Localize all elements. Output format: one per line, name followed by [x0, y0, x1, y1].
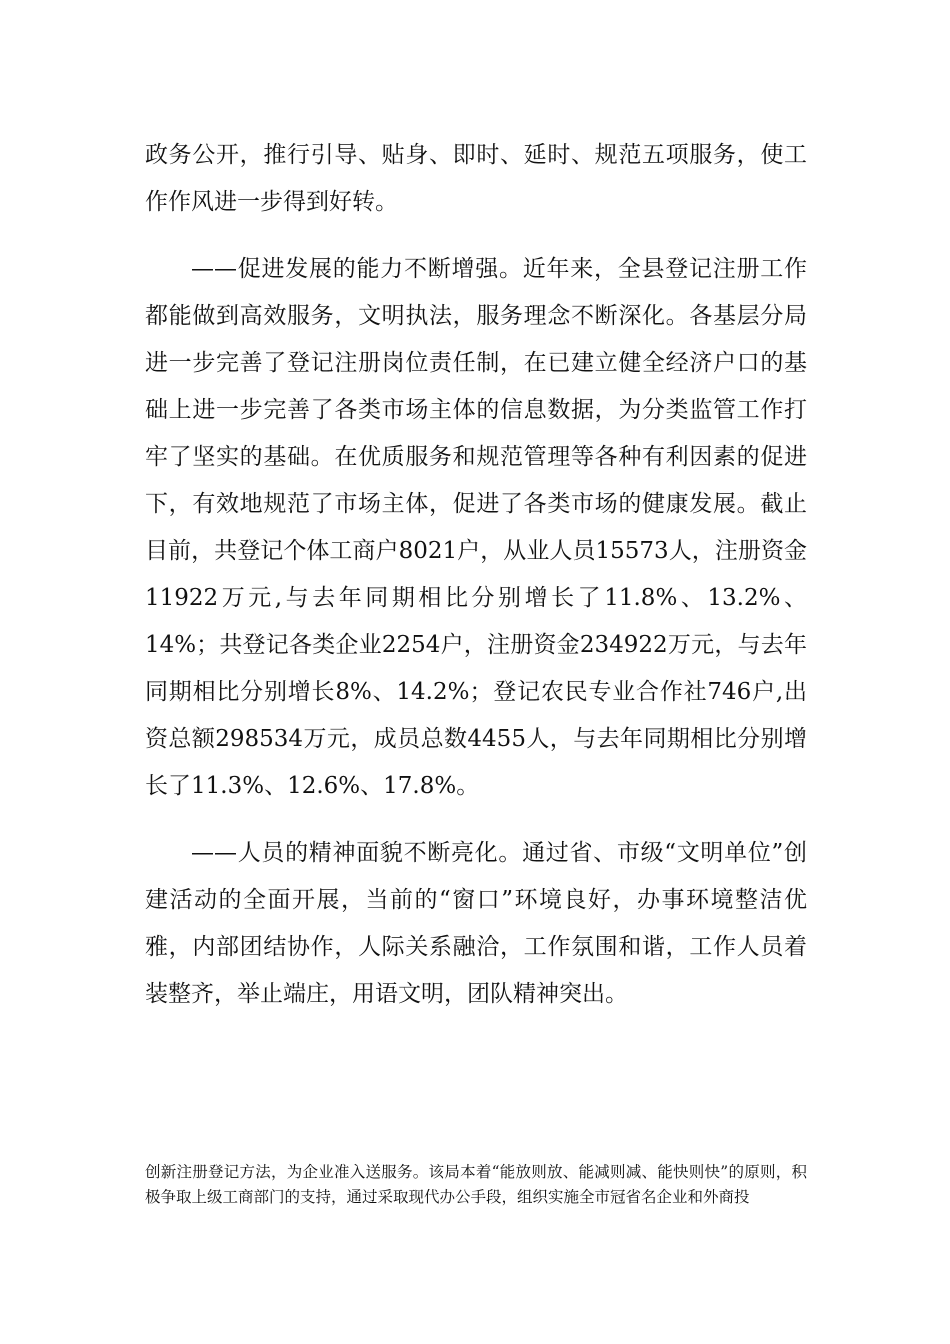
paragraph-3: ——人员的精神面貌不断亮化。通过省、市级“文明单位”创建活动的全面开展，当前的“窗口”环境良好，办事环境整洁优雅，内部团结协作，人际关系融洽，工作氛围和谐，工作人员着装整齐，举止端庄，用语文明，团队精神突出。	[145, 840, 807, 1007]
paragraph-2: ——促进发展的能力不断增强。近年来，全县登记注册工作都能做到高效服务，文明执法，服务理念不断深化。各基层分局进一步完善了登记注册岗位责任制，在已建立健全经济户口的基础上进一步完善了各类市场主体的信息数据，为分类监管工作打牢了坚实的基础。在优质服务和规范管理等各种有利因素的促进下，有效地规范了市场主体，促进了各类市场的健康发展。截止目前，共登记个体工商户8021户，从业人员15573人，注册资金11922万元,与去年同期相比分别增长了11.8%、13.2%、14%；共登记各类企业2254户，注册资金234922万元，与去年同期相比分别增长8%、14.2%；登记农民专业合作社746户,出资总额298534万元，成员总数4455人，与去年同期相比分别增长了11.3%、12.6%、17.8%。	[145, 256, 807, 799]
document-body	[145, 132, 807, 1018]
footer-note: 创新注册登记方法，为企业准入送服务。该局本着“能放则放、能减则减、能快则快”的原则，积极争取上级工商部门的支持，通过采取现代办公手段，组织实施全市冠省名企业和外商投	[145, 1163, 807, 1206]
paragraph-1: 政务公开，推行引导、贴身、即时、延时、规范五项服务，使工作作风进一步得到好转。	[145, 142, 807, 215]
